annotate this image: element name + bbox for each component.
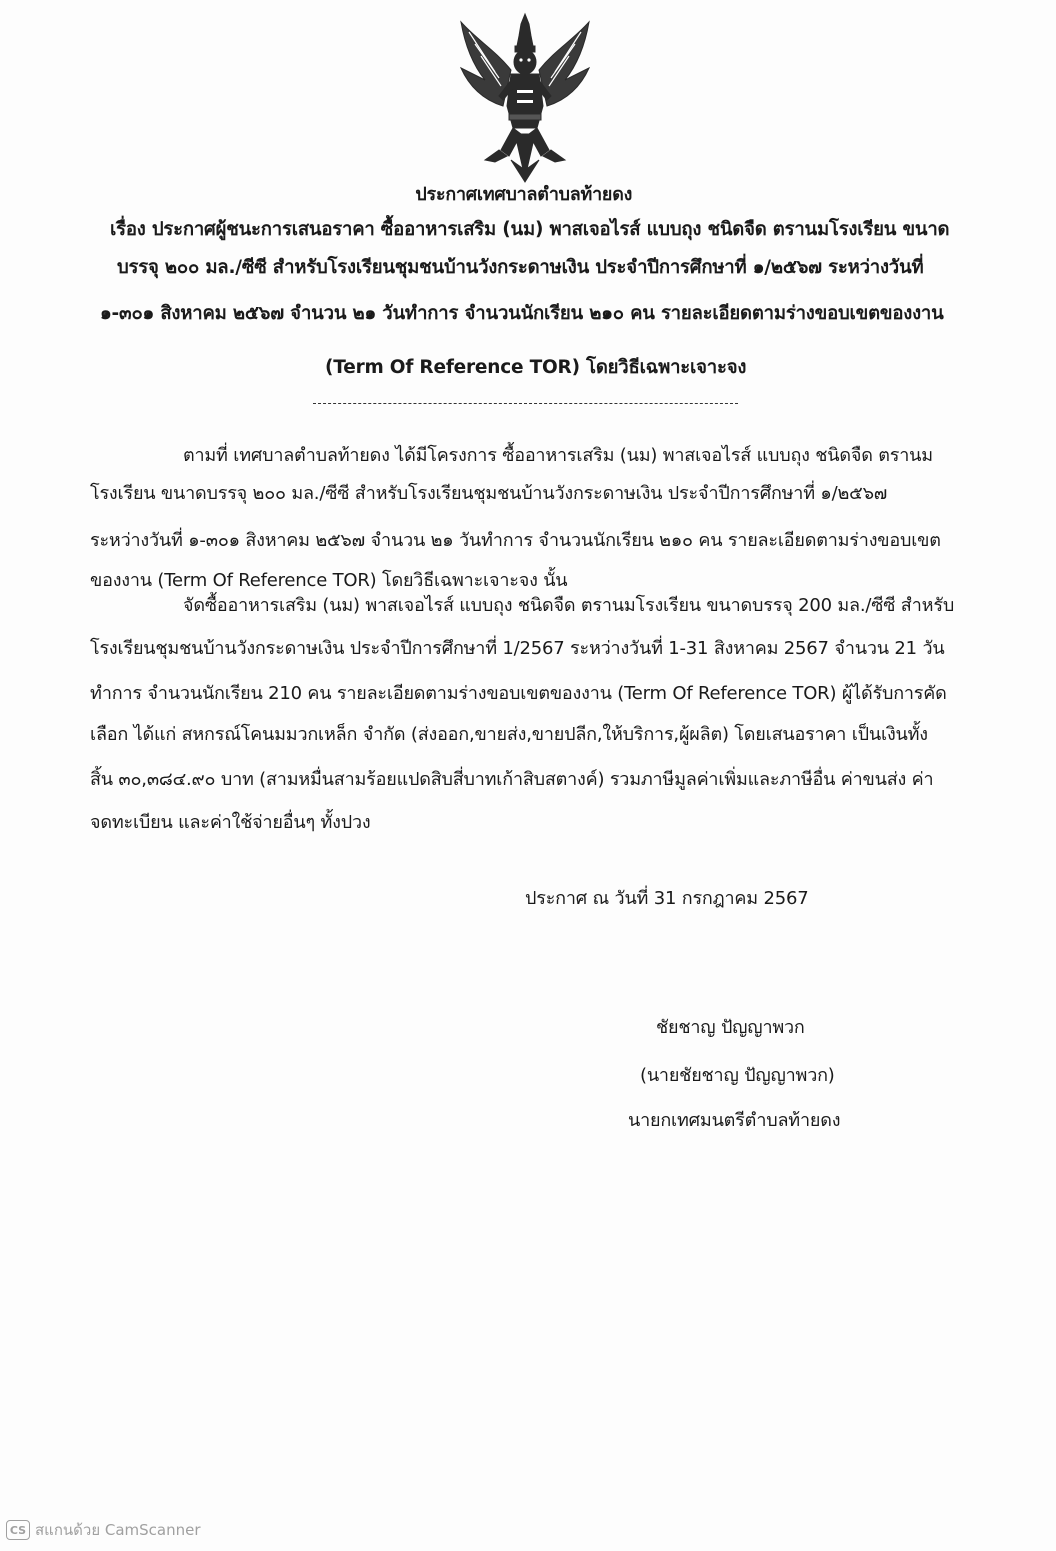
- dashed-divider: [313, 403, 738, 404]
- announcement-date: ประกาศ ณ วันที่ 31 กรกฎาคม 2567: [525, 888, 809, 909]
- camscanner-text: สแกนด้วย CamScanner: [35, 1521, 201, 1539]
- camscanner-watermark: [6, 1518, 201, 1542]
- paragraph-2-line: จัดซื้ออาหารเสริม (นม) พาสเจอไรส์ แบบถุง ชนิดจืด ตรานมโรงเรียน ขนาดบรรจุ 200 มล./ซีซี สำหรับ: [183, 595, 955, 616]
- subject-line: เรื่อง ประกาศผู้ชนะการเสนอราคา ซื้ออาหารเสริม (นม) พาสเจอไรส์ แบบถุง ชนิดจืด ตรานมโรงเรียน ขนาด: [110, 219, 950, 240]
- paragraph-1-line: โรงเรียน ขนาดบรรจุ ๒๐๐ มล./ซีซี สำหรับโรงเรียนชุมชนบ้านวังกระดาษเงิน ประจำปีการศึกษาที่ ๑/๒๕๖๗: [90, 483, 888, 504]
- paragraph-2-line: ทำการ จำนวนนักเรียน 210 คน รายละเอียดตามร่างขอบเขตของงาน (Term Of Reference TOR) ผู้ได้รับการคัด: [90, 683, 947, 704]
- announcement-title: ประกาศเทศบาลตำบลท้ายดง: [415, 184, 633, 205]
- signature-position: นายกเทศมนตรีตำบลท้ายดง: [628, 1110, 841, 1131]
- paragraph-1-line: ระหว่างวันที่ ๑-๓๐๑ สิงหาคม ๒๕๖๗ จำนวน ๒๑ วันทำการ จำนวนนักเรียน ๒๑๐ คน รายละเอียดตามร่างขอบเขต: [90, 530, 941, 551]
- paragraph-2-line: สิ้น ๓๐,๓๘๔.๙๐ บาท (สามหมื่นสามร้อยแปดสิบสี่บาทเก้าสิบสตางค์) รวมภาษีมูลค่าเพิ่มและภาษีอื่น ค่าขนส่ง ค่า: [90, 769, 934, 790]
- signature-name: ชัยชาญ ปัญญาพวก: [656, 1017, 805, 1038]
- paragraph-2-line: จดทะเบียน และค่าใช้จ่ายอื่นๆ ทั้งปวง: [90, 812, 371, 833]
- paragraph-2-line: โรงเรียนชุมชนบ้านวังกระดาษเงิน ประจำปีการศึกษาที่ 1/2567 ระหว่างวันที่ 1-31 สิงหาคม 2567 จำนวน 21 วัน: [90, 638, 945, 659]
- subject-line: บรรจุ ๒๐๐ มล./ซีซี สำหรับโรงเรียนชุมชนบ้านวังกระดาษเงิน ประจำปีการศึกษาที่ ๑/๒๕๖๗ ระหว่างวันที่: [117, 257, 924, 278]
- signature-printed-name: (นายชัยชาญ ปัญญาพวก): [640, 1065, 835, 1086]
- subject-line: ๑-๓๐๑ สิงหาคม ๒๕๖๗ จำนวน ๒๑ วันทำการ จำนวนนักเรียน ๒๑๐ คน รายละเอียดตามร่างขอบเขตของงาน: [100, 303, 944, 324]
- subject-line: (Term Of Reference TOR) โดยวิธีเฉพาะเจาะจง: [325, 357, 747, 378]
- camscanner-logo-icon: CS: [6, 1520, 30, 1540]
- garuda-emblem-icon: [455, 10, 595, 185]
- paragraph-1-line: ตามที่ เทศบาลตำบลท้ายดง ได้มีโครงการ ซื้ออาหารเสริม (นม) พาสเจอไรส์ แบบถุง ชนิดจืด ตรานม: [183, 445, 933, 466]
- paragraph-1-line: ของงาน (Term Of Reference TOR) โดยวิธีเฉพาะเจาะจง นั้น: [90, 570, 568, 591]
- paragraph-2-line: เลือก ได้แก่ สหกรณ์โคนมมวกเหล็ก จำกัด (ส่งออก,ขายส่ง,ขายปลีก,ให้บริการ,ผู้ผลิต) โดยเสนอราคา เป็นเงินทั้ง: [90, 724, 928, 745]
